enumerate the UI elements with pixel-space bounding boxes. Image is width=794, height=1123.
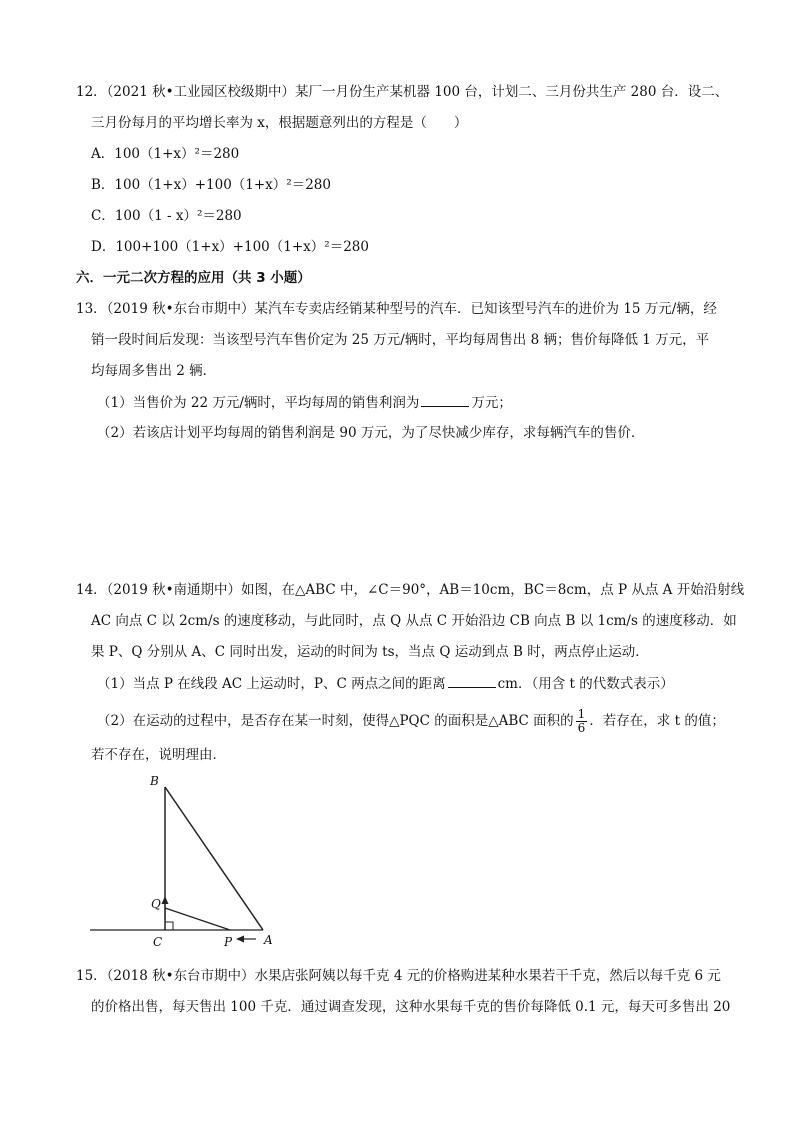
q13-sub1-text: （1）当售价为 22 万元/辆时，平均每周的销售利润为 [97,395,420,411]
q14-sub2-text: （2）在运动的过程中，是否存在某一时刻，使得△PQC 的面积是△ABC 面积的 [97,713,574,729]
fraction-one-sixth [576,708,588,735]
label-q: Q [151,897,161,911]
answer-blank[interactable] [421,392,469,407]
q14-sub1-text: （1）当点 P 在线段 AC 上运动时，P、C 两点之间的距离 [97,676,446,692]
fraction-denominator: 6 [577,721,586,735]
arrow-left-icon [236,936,244,943]
label-c: C [153,935,163,949]
q14-subquestion-2 [97,704,725,738]
q14-sub2-tail: ．若存在，求 t 的值； [589,713,725,729]
q12-option-b: B．100（1+x）+100（1+x）²＝280 [91,177,331,193]
segment-qp [165,908,230,930]
q13-subquestion-1 [97,392,512,413]
q13-line-1: 13．（2019 秋•东台市期中）某汽车专卖店经销某种型号的汽车．已知该型号汽车的进价为 15 万元/辆，经 [76,301,717,317]
q14-line-2: AC 向点 C 以 2cm/s 的速度移动，与此同时，点 Q 从点 C 开始沿边 CB 向点 B 以 1cm/s 的速度移动．如 [91,613,737,629]
q12-line-1: 12．（2021 秋•工业园区校级期中）某厂一月份生产某机器 100 台，计划二、三月份共生产 280 台．设二、 [76,84,729,100]
q15-line-2: 的价格出售，每天售出 100 千克．通过调查发现，这种水果每千克的售价每降低 0.1 元，每天可多售出 20 [91,999,731,1015]
q15-line-1: 15．（2018 秋•东台市期中）水果店张阿姨以每千克 4 元的价格购进某种水果若干千克，然后以每千克 6 元 [76,968,721,984]
label-p: P [224,935,233,949]
q13-sub1-unit: 万元； [471,395,512,411]
side-ab [165,787,263,930]
q14-subquestion-1 [97,673,674,694]
q14-sub1-unit: cm．（用含 t 的代数式表示） [497,676,674,692]
label-a: A [264,933,273,947]
arrow-up-icon [162,896,169,904]
q13-subquestion-2: （2）若该店计划平均每周的销售利润是 90 万元，为了尽快减少库存，求每辆汽车的售价． [97,425,645,441]
right-angle-mark [165,922,173,930]
label-b: B [150,774,159,788]
q12-option-a: A．100（1+x）²＝280 [91,146,240,162]
q13-line-2: 销一段时间后发现：当该型号汽车售价定为 25 万元/辆时，平均每周售出 8 辆；售价每降低 1 万元，平 [91,332,710,348]
q14-line-3: 果 P、Q 分别从 A、C 同时出发，运动的时间为 ts，当点 Q 运动到点 B 时，两点停止运动． [91,644,649,660]
q12-option-d: D．100+100（1+x）+100（1+x）²＝280 [91,239,369,255]
section-heading: 六．一元二次方程的应用（共 3 小题） [76,270,311,286]
answer-blank[interactable] [448,673,496,688]
fraction-numerator: 1 [577,707,586,721]
q13-line-3: 均每周多售出 2 辆． [91,363,217,379]
q12-line-2: 三月份每月的平均增长率为 x，根据题意列出的方程是（ ） [91,115,468,131]
q14-line-1: 14．（2019 秋•南通期中）如图，在△ABC 中，∠C＝90°，AB＝10cm，BC＝8cm，点 P 从点 A 开始沿射线 [76,582,745,598]
q12-option-c: C．100（1 - x）²＝280 [91,208,242,224]
q14-line-last: 若不存在，说明理由． [91,747,226,763]
